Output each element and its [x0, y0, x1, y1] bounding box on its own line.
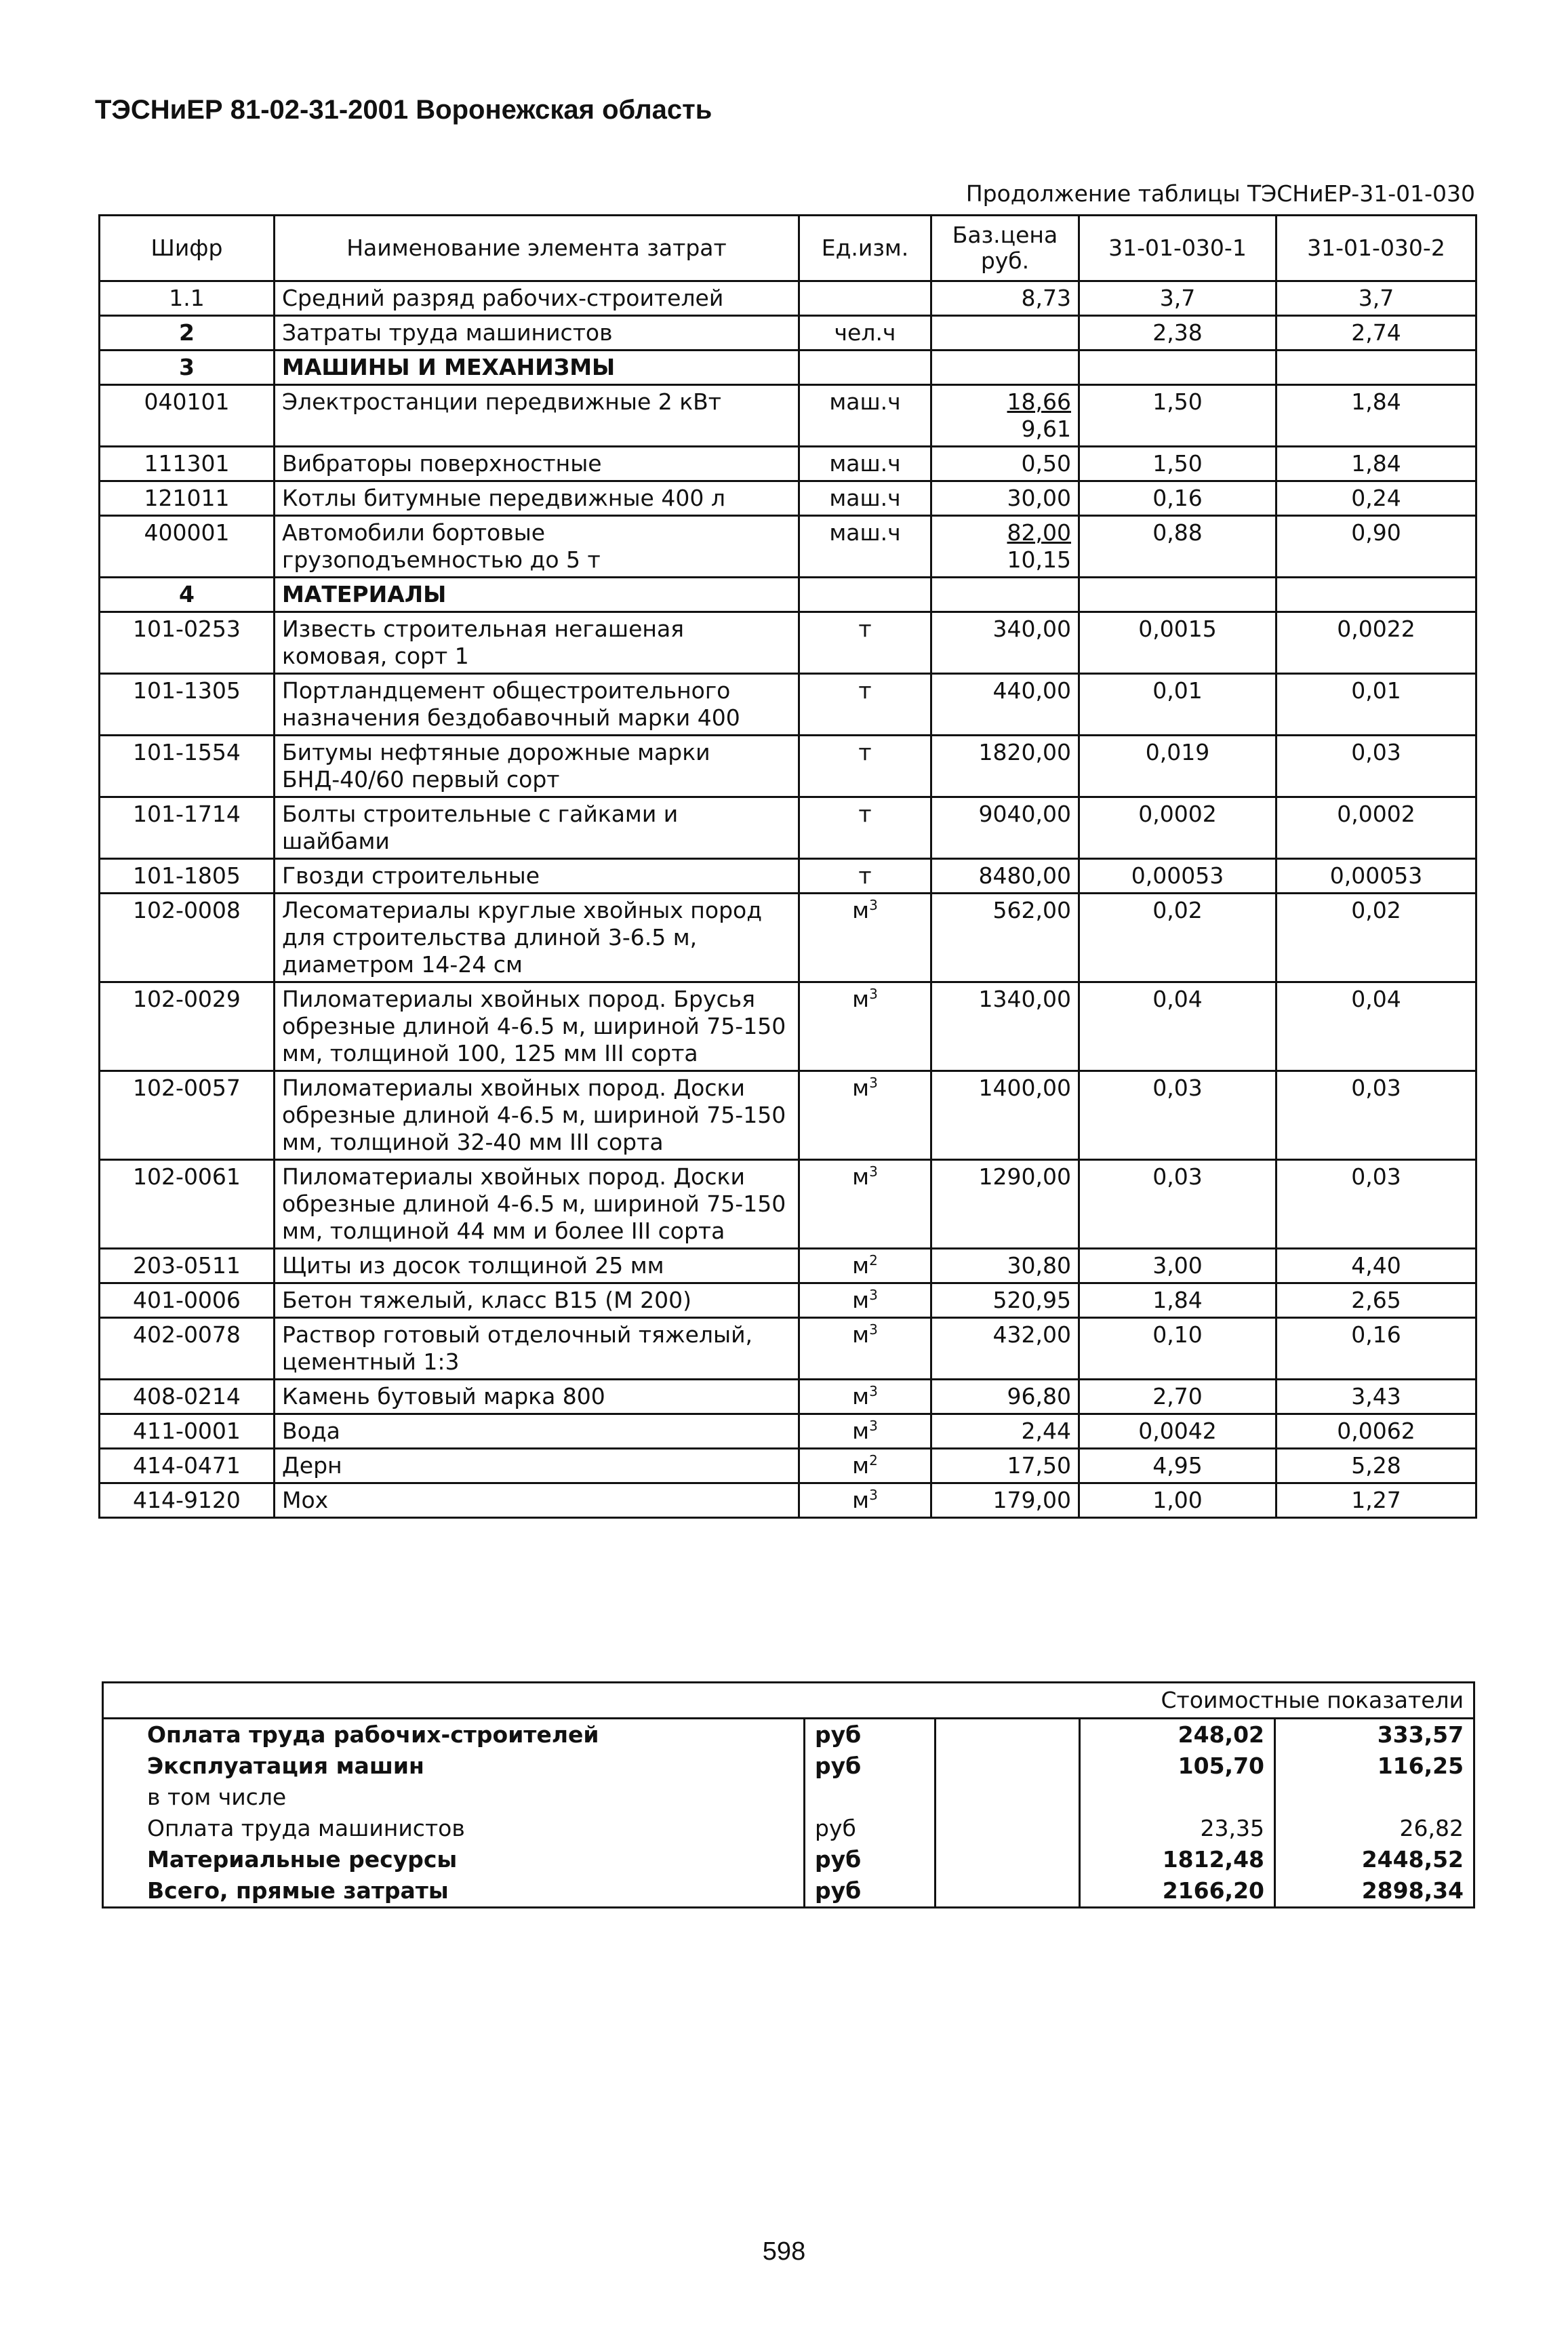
table-row	[100, 982, 1476, 1071]
cost-value-col1: 23,35	[1080, 1813, 1275, 1844]
row-name: Электростанции передвижные 2 кВт	[275, 385, 799, 447]
row-code: 101-1805	[100, 859, 275, 894]
row-value-col1: 1,00	[1079, 1483, 1276, 1518]
row-value-col2: 0,16	[1276, 1318, 1476, 1380]
row-unit	[799, 894, 931, 982]
row-price-value: 562,00	[992, 897, 1071, 923]
table-row	[100, 1249, 1476, 1283]
row-name: Котлы битумные передвижные 400 л	[275, 481, 799, 516]
row-unit-text: м	[852, 1287, 870, 1313]
row-name: Лесоматериалы круглые хвойных пород для строительства длиной 3-6.5 м, диаметром 14-24 см	[275, 894, 799, 982]
row-price	[931, 385, 1079, 447]
cost-value-col1: 248,02	[1080, 1719, 1275, 1751]
row-value-col1: 2,70	[1079, 1380, 1276, 1414]
row-name: Портландцемент общестроительного назначения бездобавочный марки 400	[275, 674, 799, 736]
cost-value-col2: 2898,34	[1275, 1875, 1474, 1908]
row-unit-text: м	[852, 1383, 870, 1410]
table-row	[100, 1283, 1476, 1318]
row-unit	[799, 281, 931, 316]
table-row	[100, 797, 1476, 859]
table-row	[100, 1160, 1476, 1249]
row-value-col1: 1,84	[1079, 1283, 1276, 1318]
row-price-value: 432,00	[992, 1321, 1071, 1348]
row-unit	[799, 859, 931, 894]
table-row	[100, 481, 1476, 516]
row-price	[931, 281, 1079, 316]
row-price	[931, 1380, 1079, 1414]
row-value-col2: 3,7	[1276, 281, 1476, 316]
row-price	[931, 894, 1079, 982]
row-value-col2	[1276, 578, 1476, 612]
row-unit-text: м	[852, 986, 870, 1012]
header-unit: Ед.изм.	[799, 216, 931, 281]
row-unit-text: т	[858, 739, 872, 765]
row-code: 3	[100, 351, 275, 385]
row-code: 414-0471	[100, 1449, 275, 1483]
cost-label: Оплата труда рабочих-строителей	[103, 1719, 805, 1751]
row-unit-exponent: 3	[869, 1075, 878, 1091]
row-value-col1: 0,16	[1079, 481, 1276, 516]
row-unit	[799, 1318, 931, 1380]
row-unit-exponent: 3	[869, 1383, 878, 1399]
row-unit	[799, 1249, 931, 1283]
row-name: МАТЕРИАЛЫ	[275, 578, 799, 612]
row-code: 111301	[100, 447, 275, 481]
table-row	[100, 894, 1476, 982]
row-price-value: 17,50	[1007, 1452, 1071, 1479]
cost-value-col2: 116,25	[1275, 1751, 1474, 1782]
cost-row	[103, 1844, 1474, 1875]
row-price-value: 1400,00	[978, 1075, 1071, 1101]
row-name: Мох	[275, 1483, 799, 1518]
cost-unit: руб	[805, 1875, 936, 1908]
row-code: 121011	[100, 481, 275, 516]
row-code: 402-0078	[100, 1318, 275, 1380]
row-unit-text: т	[858, 801, 872, 827]
row-price	[931, 1449, 1079, 1483]
table-row	[100, 612, 1476, 674]
cost-summary-body	[103, 1683, 1474, 1908]
row-unit-text: м	[852, 1075, 870, 1101]
row-price-value: 30,80	[1007, 1252, 1071, 1279]
row-value-col2	[1276, 351, 1476, 385]
row-unit	[799, 612, 931, 674]
table-row	[100, 1318, 1476, 1380]
row-unit-text: маш.ч	[829, 450, 901, 477]
row-unit-text: м	[852, 1418, 870, 1444]
row-unit	[799, 1449, 931, 1483]
row-unit-text: чел.ч	[834, 319, 896, 346]
table-continuation-note: Продолжение таблицы ТЭСНиЕР-31-01-030	[965, 180, 1475, 207]
row-price	[931, 516, 1079, 578]
cost-unit	[805, 1782, 936, 1813]
row-code: 102-0061	[100, 1160, 275, 1249]
row-name: Вода	[275, 1414, 799, 1449]
row-name: Щиты из досок толщиной 25 мм	[275, 1249, 799, 1283]
row-name: Дерн	[275, 1449, 799, 1483]
table-row	[100, 316, 1476, 351]
row-name: Бетон тяжелый, класс В15 (М 200)	[275, 1283, 799, 1318]
row-price	[931, 797, 1079, 859]
table-row	[100, 281, 1476, 316]
row-name: Гвозди строительные	[275, 859, 799, 894]
cost-empty	[936, 1813, 1080, 1844]
row-unit-text: м	[852, 1487, 870, 1513]
row-price	[931, 316, 1079, 351]
cost-row	[103, 1813, 1474, 1844]
row-name: Раствор готовый отделочный тяжелый, цементный 1:3	[275, 1318, 799, 1380]
row-value-col2: 0,00053	[1276, 859, 1476, 894]
row-value-col2: 3,43	[1276, 1380, 1476, 1414]
row-code: 400001	[100, 516, 275, 578]
row-price-value: 8,73	[1021, 285, 1071, 311]
row-price-value: 440,00	[992, 677, 1071, 704]
cost-value-col2: 2448,52	[1275, 1844, 1474, 1875]
row-value-col2: 0,02	[1276, 894, 1476, 982]
row-code: 101-1554	[100, 736, 275, 797]
row-price	[931, 736, 1079, 797]
row-name: Пиломатериалы хвойных пород. Брусья обрезные длиной 4-6.5 м, шириной 75-150 мм, толщиной 100, 125 мм III сорта	[275, 982, 799, 1071]
row-name: Пиломатериалы хвойных пород. Доски обрезные длиной 4-6.5 м, шириной 75-150 мм, толщиной 44 мм и более III сорта	[275, 1160, 799, 1249]
row-name: Болты строительные с гайками и шайбами	[275, 797, 799, 859]
row-code: 411-0001	[100, 1414, 275, 1449]
table-row	[100, 1071, 1476, 1160]
row-unit-text: маш.ч	[829, 485, 901, 511]
row-price	[931, 1318, 1079, 1380]
row-unit-exponent: 3	[869, 897, 878, 913]
row-value-col1: 0,02	[1079, 894, 1276, 982]
row-unit	[799, 1380, 931, 1414]
row-unit	[799, 736, 931, 797]
header-price-line1: Баз.цена	[952, 222, 1058, 248]
header-price	[931, 216, 1079, 281]
row-value-col2: 0,0002	[1276, 797, 1476, 859]
row-value-col2: 2,74	[1276, 316, 1476, 351]
row-unit-exponent: 3	[869, 986, 878, 1002]
header-code: Шифр	[100, 216, 275, 281]
row-unit-text: т	[858, 862, 872, 889]
cost-header-row	[103, 1683, 1474, 1719]
row-code: 101-1305	[100, 674, 275, 736]
row-price-secondary: 9,61	[1021, 416, 1071, 442]
table-header-row	[100, 216, 1476, 281]
row-unit-exponent: 3	[869, 1321, 878, 1338]
row-code: 1.1	[100, 281, 275, 316]
row-value-col1: 3,7	[1079, 281, 1276, 316]
cost-empty	[936, 1751, 1080, 1782]
row-price	[931, 481, 1079, 516]
row-unit-text: т	[858, 677, 872, 704]
row-value-col2: 0,0022	[1276, 612, 1476, 674]
row-value-col2: 0,03	[1276, 736, 1476, 797]
cost-value-col1: 2166,20	[1080, 1875, 1275, 1908]
row-value-col2: 0,90	[1276, 516, 1476, 578]
row-name: Вибраторы поверхностные	[275, 447, 799, 481]
row-price-value: 0,50	[1021, 450, 1071, 477]
row-price	[931, 859, 1079, 894]
row-price	[931, 1160, 1079, 1249]
cost-label: Оплата труда машинистов	[103, 1813, 805, 1844]
table-row	[100, 1380, 1476, 1414]
row-code: 2	[100, 316, 275, 351]
row-value-col2: 4,40	[1276, 1249, 1476, 1283]
row-unit-exponent: 3	[869, 1287, 878, 1303]
cost-label: Материальные ресурсы	[103, 1844, 805, 1875]
row-unit	[799, 674, 931, 736]
cost-value-col2: 333,57	[1275, 1719, 1474, 1751]
cost-summary-table	[102, 1681, 1475, 1908]
row-unit-exponent: 2	[869, 1252, 878, 1268]
table-row	[100, 447, 1476, 481]
row-value-col2: 5,28	[1276, 1449, 1476, 1483]
row-value-col2: 0,03	[1276, 1071, 1476, 1160]
cost-unit: руб	[805, 1844, 936, 1875]
row-value-col2: 1,84	[1276, 447, 1476, 481]
row-price-value: 1290,00	[978, 1163, 1071, 1190]
row-unit-exponent: 3	[869, 1487, 878, 1503]
row-unit	[799, 982, 931, 1071]
row-code: 4	[100, 578, 275, 612]
row-price-value: 179,00	[992, 1487, 1071, 1513]
row-code: 040101	[100, 385, 275, 447]
row-price	[931, 1249, 1079, 1283]
cost-label: в том числе	[103, 1782, 805, 1813]
cost-row	[103, 1751, 1474, 1782]
document-title: ТЭСНиЕР 81-02-31-2001 Воронежская область	[95, 95, 712, 125]
row-unit	[799, 1483, 931, 1518]
cost-value-col1: 105,70	[1080, 1751, 1275, 1782]
row-value-col2: 0,24	[1276, 481, 1476, 516]
cost-header: Стоимостные показатели	[103, 1683, 1474, 1719]
row-price	[931, 1283, 1079, 1318]
cost-empty	[936, 1782, 1080, 1813]
row-price-value: 82,00	[1007, 519, 1071, 546]
row-price-value: 520,95	[992, 1287, 1071, 1313]
table-row	[100, 516, 1476, 578]
row-value-col2: 0,0062	[1276, 1414, 1476, 1449]
row-price-value: 1820,00	[978, 739, 1071, 765]
row-value-col1: 0,04	[1079, 982, 1276, 1071]
row-code: 101-1714	[100, 797, 275, 859]
row-value-col1: 3,00	[1079, 1249, 1276, 1283]
row-price-secondary: 10,15	[1007, 546, 1071, 573]
row-unit-exponent: 3	[869, 1163, 878, 1180]
table-body	[100, 281, 1476, 1518]
row-code: 401-0006	[100, 1283, 275, 1318]
row-unit-text: м	[852, 897, 870, 923]
row-unit-text: м	[852, 1452, 870, 1479]
row-price	[931, 351, 1079, 385]
row-price	[931, 612, 1079, 674]
cost-value-col1: 1812,48	[1080, 1844, 1275, 1875]
row-unit	[799, 316, 931, 351]
row-value-col2: 2,65	[1276, 1283, 1476, 1318]
row-value-col1: 4,95	[1079, 1449, 1276, 1483]
row-value-col1: 0,03	[1079, 1071, 1276, 1160]
row-name: Битумы нефтяные дорожные марки БНД-40/60 первый сорт	[275, 736, 799, 797]
row-unit	[799, 797, 931, 859]
table-row	[100, 674, 1476, 736]
table-row	[100, 859, 1476, 894]
row-unit	[799, 1283, 931, 1318]
cost-value-col2	[1275, 1782, 1474, 1813]
resource-table	[98, 214, 1477, 1519]
row-code: 414-9120	[100, 1483, 275, 1518]
row-unit-text: т	[858, 616, 872, 642]
row-name: Камень бутовый марка 800	[275, 1380, 799, 1414]
table-row	[100, 1483, 1476, 1518]
row-name: Затраты труда машинистов	[275, 316, 799, 351]
row-unit-text: м	[852, 1163, 870, 1190]
table-row	[100, 736, 1476, 797]
row-name: Пиломатериалы хвойных пород. Доски обрезные длиной 4-6.5 м, шириной 75-150 мм, толщиной 32-40 мм III сорта	[275, 1071, 799, 1160]
row-price	[931, 1483, 1079, 1518]
row-name: МАШИНЫ И МЕХАНИЗМЫ	[275, 351, 799, 385]
row-value-col2: 1,84	[1276, 385, 1476, 447]
cost-empty	[936, 1844, 1080, 1875]
cost-empty	[936, 1875, 1080, 1908]
row-unit	[799, 351, 931, 385]
row-unit-text: маш.ч	[829, 519, 901, 546]
row-price-value: 18,66	[1007, 388, 1071, 415]
row-unit	[799, 578, 931, 612]
cost-unit: руб	[805, 1719, 936, 1751]
row-value-col2: 0,04	[1276, 982, 1476, 1071]
row-value-col1: 1,50	[1079, 447, 1276, 481]
row-price-value: 9040,00	[978, 801, 1071, 827]
header-name: Наименование элемента затрат	[275, 216, 799, 281]
cost-row	[103, 1875, 1474, 1908]
row-unit	[799, 1160, 931, 1249]
row-value-col1: 0,10	[1079, 1318, 1276, 1380]
row-value-col1	[1079, 578, 1276, 612]
row-value-col1: 0,00053	[1079, 859, 1276, 894]
row-price-value: 30,00	[1007, 485, 1071, 511]
row-price-value: 96,80	[1007, 1383, 1071, 1410]
row-price-value: 1340,00	[978, 986, 1071, 1012]
row-value-col1: 0,88	[1079, 516, 1276, 578]
cost-empty	[936, 1719, 1080, 1751]
row-price	[931, 1414, 1079, 1449]
row-code: 102-0057	[100, 1071, 275, 1160]
row-unit-exponent: 3	[869, 1418, 878, 1434]
row-price	[931, 578, 1079, 612]
cost-row	[103, 1782, 1474, 1813]
row-code: 102-0029	[100, 982, 275, 1071]
row-price	[931, 1071, 1079, 1160]
row-value-col1: 0,019	[1079, 736, 1276, 797]
table-row	[100, 578, 1476, 612]
row-code: 408-0214	[100, 1380, 275, 1414]
header-price-line2: руб.	[980, 247, 1030, 274]
row-value-col1	[1079, 351, 1276, 385]
row-value-col1: 0,0002	[1079, 797, 1276, 859]
row-value-col1: 0,0042	[1079, 1414, 1276, 1449]
table-row	[100, 1449, 1476, 1483]
table-row	[100, 351, 1476, 385]
page-number: 598	[762, 2237, 806, 2266]
cost-value-col2: 26,82	[1275, 1813, 1474, 1844]
row-code: 101-0253	[100, 612, 275, 674]
row-value-col2: 0,03	[1276, 1160, 1476, 1249]
row-unit	[799, 385, 931, 447]
row-unit	[799, 447, 931, 481]
row-unit	[799, 1071, 931, 1160]
row-unit	[799, 1414, 931, 1449]
cost-unit: руб	[805, 1751, 936, 1782]
table-row	[100, 385, 1476, 447]
table-row	[100, 1414, 1476, 1449]
row-name: Средний разряд рабочих-строителей	[275, 281, 799, 316]
row-value-col1: 2,38	[1079, 316, 1276, 351]
row-name: Известь строительная негашеная комовая, сорт 1	[275, 612, 799, 674]
cost-unit: руб	[805, 1813, 936, 1844]
header-col2: 31-01-030-2	[1276, 216, 1476, 281]
header-col1: 31-01-030-1	[1079, 216, 1276, 281]
row-unit-text: маш.ч	[829, 388, 901, 415]
cost-value-col1	[1080, 1782, 1275, 1813]
cost-label: Эксплуатация машин	[103, 1751, 805, 1782]
row-unit	[799, 516, 931, 578]
row-value-col1: 0,01	[1079, 674, 1276, 736]
cost-row	[103, 1719, 1474, 1751]
row-price	[931, 447, 1079, 481]
row-unit-exponent: 2	[869, 1452, 878, 1468]
row-value-col1: 0,03	[1079, 1160, 1276, 1249]
row-unit-text: м	[852, 1321, 870, 1348]
row-code: 102-0008	[100, 894, 275, 982]
row-price-value: 2,44	[1021, 1418, 1071, 1444]
row-value-col1: 1,50	[1079, 385, 1276, 447]
row-value-col1: 0,0015	[1079, 612, 1276, 674]
row-unit	[799, 481, 931, 516]
cost-label: Всего, прямые затраты	[103, 1875, 805, 1908]
row-code: 203-0511	[100, 1249, 275, 1283]
row-value-col2: 0,01	[1276, 674, 1476, 736]
row-value-col2: 1,27	[1276, 1483, 1476, 1518]
row-price-value: 340,00	[992, 616, 1071, 642]
row-unit-text: м	[852, 1252, 870, 1279]
row-price	[931, 982, 1079, 1071]
row-name: Автомобили бортовые грузоподъемностью до 5 т	[275, 516, 799, 578]
row-price-value: 8480,00	[978, 862, 1071, 889]
row-price	[931, 674, 1079, 736]
